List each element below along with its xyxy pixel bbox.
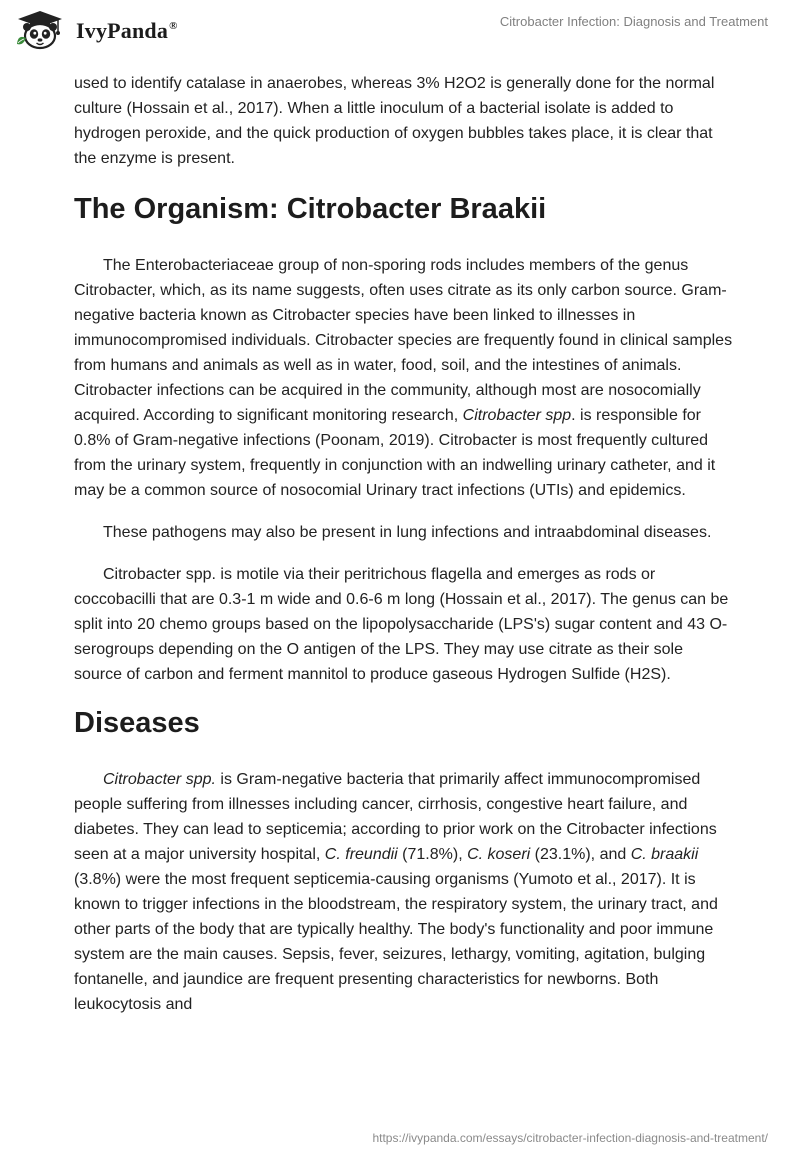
italic-species: Citrobacter spp <box>462 407 572 424</box>
organism-paragraph-3: Citrobacter spp. is motile via their peritrichous flagella and emerges as rods or coccobacilli that are 0.3-1 m wide and 0.6-6 m long (Hossain et al., 2017). The genus can be split into 20 chemo groups based on the lipopolysaccharide (LPS's) sugar content and 43 O-serogroups depending on the O antigen of the LPS. They may use citrate as their sole source of carbon and ferment mannitol to produce gaseous Hydrogen Sulfide (H2S). <box>74 566 729 683</box>
page-header <box>0 0 800 56</box>
italic-species: C. braakii <box>630 846 699 863</box>
registered-mark: ® <box>169 20 178 32</box>
text-span: (71.8%), <box>397 846 468 863</box>
ivypanda-logo[interactable] <box>14 10 178 50</box>
text-span: . is responsible for 0.8% of Gram-negative infections (Poonam, 2019). Citrobacter is most frequently cultured from the urinary system, frequently in conjunction with an indwelling urinary catheter, and it may be a common source of nosocomial Urinary tract infections (UTIs) and epidemics. <box>74 407 716 499</box>
text-span: (23.1%), and <box>530 846 631 863</box>
panda-graduate-icon <box>14 10 66 50</box>
organism-paragraph-1 <box>74 253 734 503</box>
italic-species: C. koseri <box>467 846 531 863</box>
italic-species: Citrobacter spp. <box>103 771 216 788</box>
text-span: (3.8%) were the most frequent septicemia-causing organisms (Yumoto et al., 2017). It is known to trigger infections in the bloodstream, the respiratory system, the urinary tract, and other parts of the body that are typically healthy. The body's functionality and poor immune system are the main causes. Sepsis, fever, seizures, lethargy, vomiting, agitation, bulging fontanelle, and jaundice are frequent presenting characteristics for newborns. Both leukocytosis and <box>74 871 718 1013</box>
section-heading-organism: The Organism: Citrobacter Braakii <box>74 193 547 225</box>
organism-paragraph-2: These pathogens may also be present in lung infections and intraabdominal diseases. <box>103 524 712 541</box>
text-span: is Gram-negative bacteria that primarily affect immunocompromised people suffering from illnesses including cancer, cirrhosis, congestive heart failure, and diabetes. They can lead to septicemia; according to prior work on the Citrobacter infections seen at a major university hospital, <box>74 771 717 863</box>
intro-paragraph: used to identify catalase in anaerobes, whereas 3% H2O2 is generally done for the normal culture (Hossain et al., 2017). When a little inoculum of a bacterial isolate is added to hydrogen peroxide, and the quick production of oxygen bubbles takes place, it is clear that the enzyme is present. <box>74 75 715 167</box>
italic-species: C. freundii <box>324 846 398 863</box>
text-span: The Enterobacteriaceae group of non-sporing rods includes members of the genus Citrobacter, which, as its name suggests, often uses citrate as its only carbon source. Gram-negative bacteria known as Citrobacter species have been linked to illnesses in immunocompromised individuals. Citrobacter species are frequently found in clinical samples from humans and animals as well as in water, food, soil, and the intestines of animals. Citrobacter infections can be acquired in the community, although most are nosocomially acquired. According to significant monitoring research, <box>74 257 733 424</box>
essay-content <box>74 71 734 1034</box>
section-heading-diseases: Diseases <box>74 707 200 739</box>
diseases-paragraph-1 <box>74 767 734 1017</box>
logo-wordmark: IvyPanda® <box>76 18 178 43</box>
source-url[interactable]: https://ivypanda.com/essays/citrobacter-infection-diagnosis-and-treatment/ <box>372 1131 768 1145</box>
document-title: Citrobacter Infection: Diagnosis and Treatment <box>499 14 768 29</box>
